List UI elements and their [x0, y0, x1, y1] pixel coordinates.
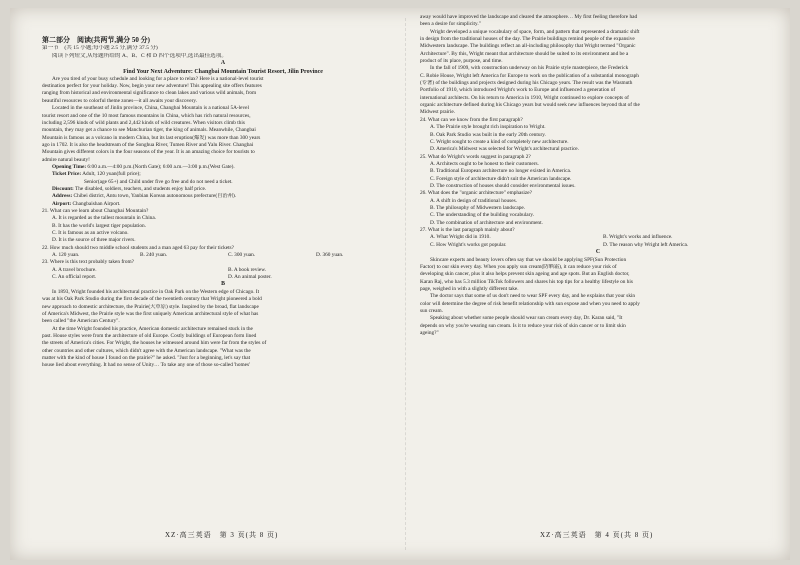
question-24	[420, 117, 776, 154]
passage-line: The doctor says that some of us don't need to wear SPF every day, and he explains that your skin	[430, 293, 636, 300]
passage-line: Located in the southeast of Jinlin province, China, Changbai Mountain is a national 5A-level	[52, 105, 249, 112]
passage-line: ranging from historical and environmental significance to clean lakes and various wild animals, from	[42, 90, 257, 97]
passage-line: house lied about everything. It had no sense of Unity… To take any one of those so-called 'homes'	[42, 362, 250, 369]
info-value: Chibei district, Antu town, Yanbian Korean autonomous prefecture(自治州).	[73, 193, 237, 200]
question-21	[42, 208, 404, 245]
answer-option[interactable]: A. It is regarded as the tallest mountain in China.	[52, 215, 157, 222]
passage-line: matter with the kind of house I found on the prairie?" he asked. "Just for a beginning, let's say that	[42, 355, 251, 362]
passage-line: beautiful resources to colorful theme zones—it all awaits your discovery.	[42, 97, 197, 104]
answer-option[interactable]: B. 240 yuan.	[140, 252, 168, 259]
question-stem: 26. What does the "organic architecture" emphasize?	[420, 190, 532, 197]
left-page	[42, 36, 404, 370]
passage-line: tourist resort and one of the 10 most famous mountains in China, which has rich natural resources,	[42, 112, 251, 119]
answer-option[interactable]: C. It is famous as an active volcano.	[52, 230, 129, 236]
passage-line: international architects. On his return to America in 1910, Wright continued to explore concepts of	[420, 94, 629, 101]
passage-line: Midwest prairie.	[420, 109, 456, 116]
answer-option[interactable]: A. 120 yuan.	[52, 252, 80, 259]
answer-option[interactable]: D. The combination of architecture and environment.	[430, 219, 543, 226]
passage-c-body	[420, 257, 776, 338]
passage-line: In 1893, Wright founded his architectural practice in Oak Park on the Western edge of Chicago. It	[52, 289, 260, 295]
answer-option[interactable]: A. The Prairie style brought rich inspiration to Wright.	[430, 124, 546, 131]
answer-option[interactable]: D. The construction of houses should consider environmental issues.	[430, 182, 576, 189]
page-footer-right: XZ·高三英语 第 4 页(共 8 页)	[540, 531, 654, 539]
answer-option[interactable]: B. Wright's works and influence.	[603, 234, 673, 241]
answer-option[interactable]: D. An animal poster.	[228, 274, 272, 281]
answer-option[interactable]: A. A travel brochure.	[52, 266, 97, 273]
passage-line: sun cream.	[420, 308, 443, 314]
passage-line: mountain, they may get a chance to see Manchurian tiger, the king of animals. Meanwhile, Changbai	[42, 127, 256, 134]
answer-option[interactable]: C. How Wright's works got popular.	[430, 241, 507, 248]
question-23	[42, 259, 404, 281]
answer-option[interactable]: D. America's Midwest was selected for Wright's architectural practice.	[430, 146, 579, 153]
passage-a-letter: A	[220, 60, 226, 67]
answer-option[interactable]: A. A shift in design of traditional houses.	[430, 197, 517, 204]
question-stem: 21. What can we learn about Changbai Mountain?	[42, 207, 149, 214]
passage-line: destination perfect for your holiday. Now, begin your new adventure! This appealing site offers features	[42, 83, 262, 90]
question-22	[42, 245, 404, 260]
question-25	[420, 154, 776, 191]
passage-line: developing skin cancer, plus it also helps prevent skin ageing and age spots. But an English doctor,	[420, 271, 630, 278]
passage-line: depends on why you're wearing sun cream. Is it to reduce your risk of skin cancer or to limit skin	[420, 322, 626, 329]
passage-line: Mountain is famous as a volcano in modern China, but its last eruption(爆发) was more than 300 years	[42, 134, 261, 141]
right-page	[420, 14, 776, 337]
resort-info	[42, 164, 404, 208]
answer-option[interactable]: B. A book review.	[228, 266, 267, 273]
answer-option[interactable]: C. An official report.	[52, 274, 97, 281]
passage-line: Karan Raj, who has 5.3 million TikTok followers and shares his top tips for a healthy lifestyle on his	[420, 278, 633, 285]
passage-line: Factor) to our skin every day. When you apply sun cream(防晒霜), it can reduce your risk of	[420, 263, 617, 270]
passage-line: C. Robie House, Wright left America for Europe to work on the publication of a substantial monograph	[420, 72, 639, 79]
answer-option[interactable]: A. Architects ought to be honest to their customers.	[430, 160, 539, 167]
section-title: 第一节 (共 15 小题;每小题 2.5 分,满分 37.5 分)	[42, 45, 158, 51]
passage-line: Wright developed a unique vocabulary of space, form, and pattern that represented a dramatic shift	[430, 28, 640, 35]
passage-line: been called "the American Century".	[42, 318, 120, 325]
question-stem: 25. What do Wright's words suggest in paragraph 2?	[420, 153, 531, 160]
passage-a-body	[42, 76, 404, 164]
instruction: 阅读下列短文,从每题所给的 A、B、C 和 D 四个选项中,选出最佳选项。	[52, 52, 227, 59]
passage-line: the streets of America's cities. For Wright, the houses he witnessed around him were far from the styles of	[42, 340, 267, 347]
passage-line: Architecture". By this, Wright meant that architecture should be suited to its environment and be a	[420, 50, 629, 57]
passage-line: other countries and other cultures, which didn't agree with the American landscape. "What was the	[42, 347, 251, 354]
passage-line: new approach to domestic architecture, the Prairie(大草原) style. Inspired by the broad, flat landscape	[42, 303, 259, 310]
passage-c-letter: C	[595, 249, 601, 255]
passage-a-title: Find Your Next Adventure: Changbai Mountain Tourist Resort, Jilin Province	[123, 68, 323, 75]
passage-line: past. House styles were from the architecture of old Europe. Costly buildings of European form lined	[42, 333, 257, 340]
question-stem: 27. What is the last paragraph mainly about?	[420, 226, 515, 233]
passage-line: Speaking about whether some people should wear sun cream every day, Dr. Karan said, "It	[430, 315, 623, 322]
answer-option[interactable]: D. It is the source of three major rivers.	[52, 237, 136, 244]
info-value: The disabled, soldiers, teachers, and students enjoy half price.	[75, 185, 207, 192]
page-footer-left: XZ·高三英语 第 3 页(共 8 页)	[165, 531, 279, 539]
question-26	[420, 190, 776, 227]
answer-option[interactable]: B. It has the world's largest tiger population.	[52, 222, 146, 229]
answer-option[interactable]: A. What Wright did in 1910.	[430, 234, 491, 241]
passage-line: organic architecture defined during his Chicago years but would seek new influences beyond that of the	[420, 102, 640, 109]
passage-line: In the fall of 1909, with construction underway on his Prairie style masterpiece, the Frederick	[430, 65, 629, 72]
passage-line: including 2,596 kinds of wild plants and 2,442 kinds of wild creatures. When visitors climb this	[42, 119, 245, 126]
answer-option[interactable]: C. Wright sought to create a kind of completely new architecture.	[430, 138, 569, 145]
question-stem: 22. How much should two middle school students and a man aged 63 pay for their tickets?	[42, 244, 234, 251]
passage-line: Midwestern landscape. The buildings reflect an all-including philosophy that Wright termed "Organic	[420, 43, 636, 50]
info-label: Opening Time:	[52, 163, 87, 170]
answer-option[interactable]: B. The philosophy of Midwestern landscape.	[430, 204, 526, 211]
info-label: Address:	[52, 193, 73, 200]
passage-b-body-left	[42, 289, 404, 370]
passage-line: Portfolio of 1910, which introduced Wright's work to Europe and influenced a generation of	[420, 87, 616, 94]
info-value: Senior(age 65+) and Child under five go free and do not need a ticket.	[84, 178, 233, 185]
passage-line: Skincare experts and beauty lovers often say that we should be applying SPF(Sun Protection	[430, 256, 627, 263]
info-label: Ticket Price:	[52, 171, 82, 178]
passage-line: away would have improved the landscape and cleared the atmosphere… My first feeling therefore had	[420, 14, 638, 20]
answer-option[interactable]: B. Traditional European architecture no longer existed in America.	[430, 168, 572, 175]
question-stem: 23. Where is this text probably taken from?	[42, 259, 134, 266]
page-divider	[405, 18, 406, 550]
passage-line: admire natural beauty!	[42, 156, 90, 163]
answer-option[interactable]: B. Oak Park Studio was built in the early 20th century.	[430, 131, 546, 138]
question-stem: 24. What can we know from the first paragraph?	[420, 116, 523, 123]
passage-line: page, weighed in with a slightly different take.	[420, 285, 519, 292]
info-label: Discount:	[52, 185, 74, 192]
info-label: Airport:	[52, 200, 72, 207]
passage-line: (专著) of the buildings and projects designed during his Chicago years. The result was the Wasmuth	[420, 80, 633, 87]
passage-line: At the time Wright founded his practice, American domestic architecture remained stuck in the	[52, 325, 253, 332]
answer-option[interactable]: C. The understanding of the building vocabulary.	[430, 212, 535, 219]
passage-line: of America's Midwest, the Prairie style was the first uniquely American architectural style of what has	[42, 311, 259, 318]
passage-line: Are you tired of your busy schedule and looking for a place to relax? Here is a national-level tourist	[52, 75, 264, 82]
answer-option[interactable]: D. The reason why Wright left America.	[603, 241, 689, 248]
passage-line: in design from the traditional houses of the day. The Prairie buildings remind people of the expansive	[420, 36, 635, 43]
passage-b-body-right	[420, 14, 776, 117]
info-value: 6:00 a.m.—4:00 p.m.(North Gate); 6:00 a.m.—3:00 p.m.(West Gate).	[87, 163, 235, 170]
answer-option[interactable]: C. 300 yuan.	[228, 252, 256, 259]
info-value: Changbaishan Airport.	[72, 200, 121, 207]
question-27	[420, 227, 776, 249]
info-value: Adult, 120 yuan(full price);	[82, 171, 141, 178]
exam-sheet	[10, 8, 790, 560]
answer-option[interactable]: C. Foreign style of architecture didn't suit the American landscape.	[430, 175, 572, 182]
passage-b-letter: B	[221, 281, 225, 288]
answer-option[interactable]: D. 360 yuan.	[316, 252, 344, 259]
passage-line: been a desire for simplicity."	[420, 21, 481, 28]
passage-line: Mountain gives different colors in the four seasons of the year. It is an amazing choice for tourists to	[42, 149, 255, 156]
passage-line: color will determine the degree of risk benefit relationship with sun expose and when you need to apply	[420, 300, 640, 307]
passage-line: ageing?"	[420, 330, 439, 337]
passage-line: product of its place, purpose, and time.	[420, 58, 503, 65]
passage-line: was at his Oak Park Studio during the first decade of the twentieth century that Wright pioneered a bold	[42, 296, 262, 303]
passage-line: ago in 1702. It is also the headstream of the Songhua River, Tumen River and Yalu River. Changbai	[42, 141, 254, 148]
part-title: 第二部分 阅读(共两节,满分 50 分)	[42, 36, 150, 44]
